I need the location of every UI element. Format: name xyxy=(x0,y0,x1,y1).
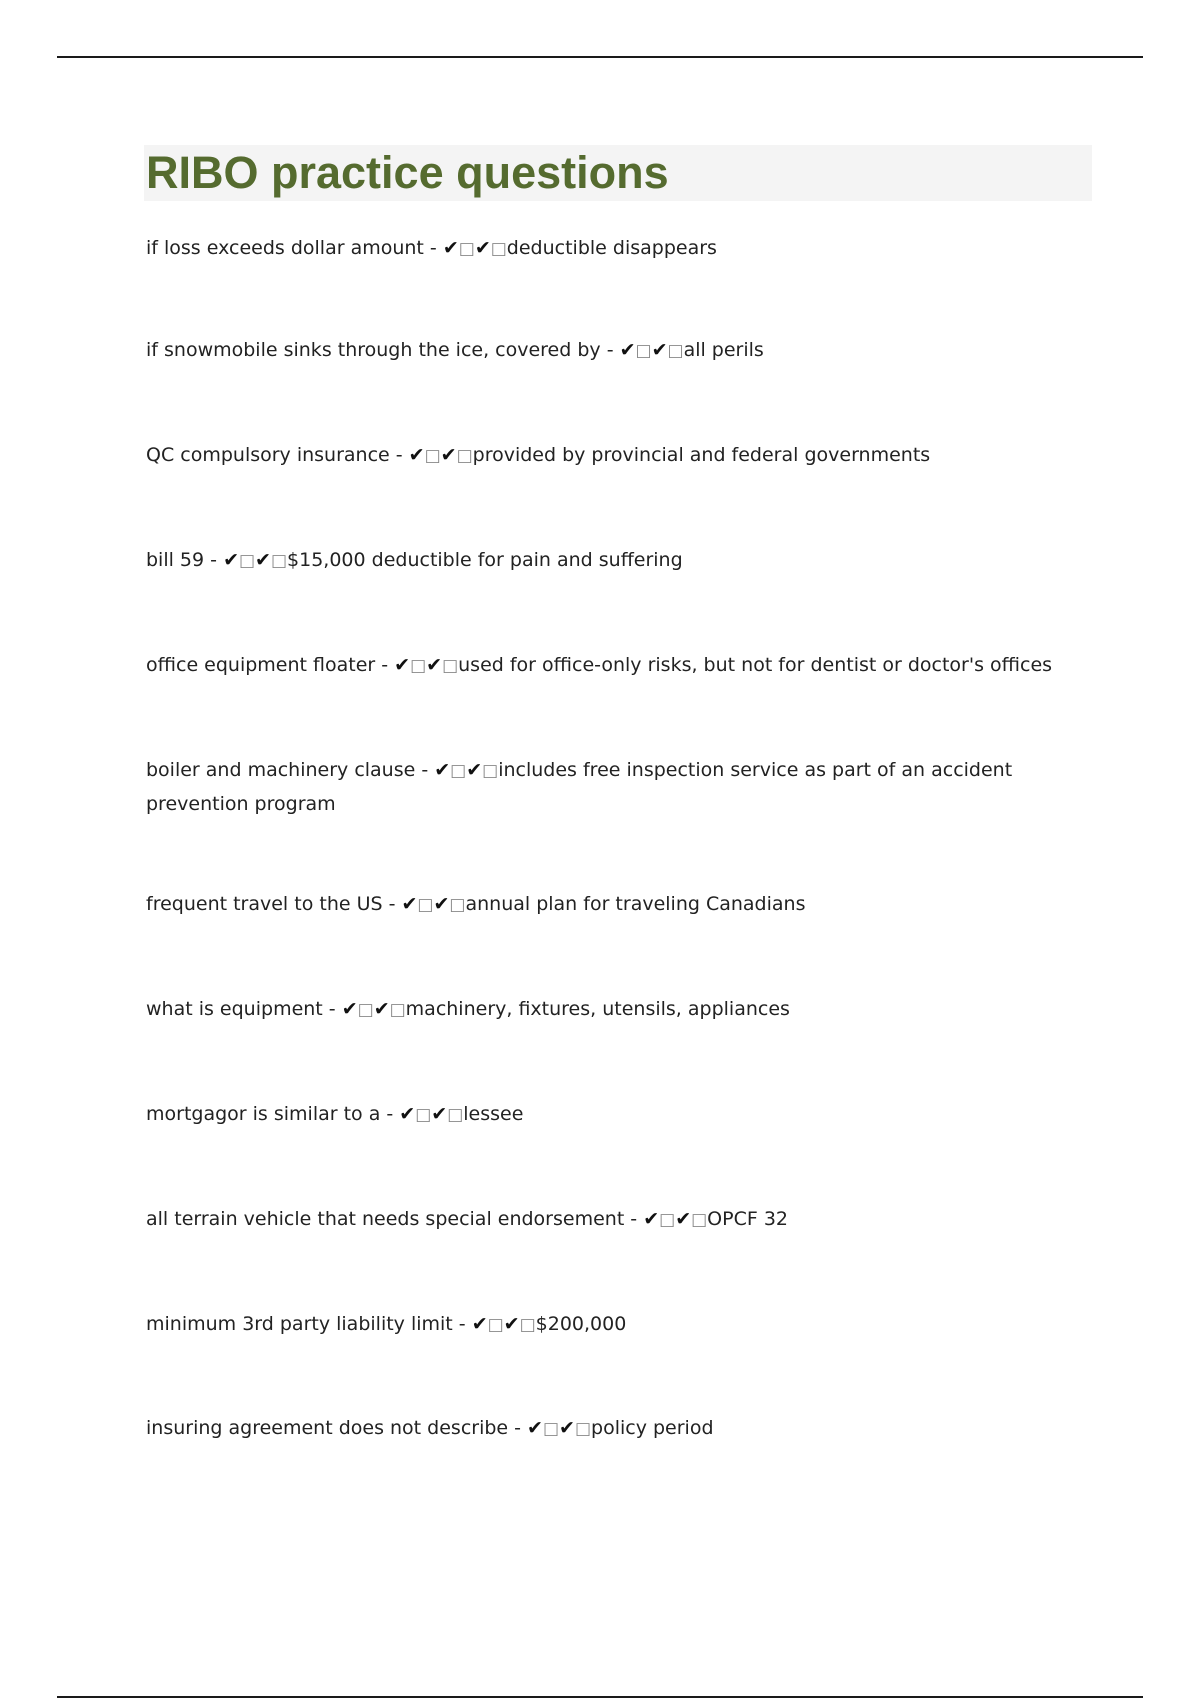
box-icon: □ xyxy=(659,1210,676,1230)
qa-item xyxy=(146,544,1106,578)
separator: - xyxy=(624,1208,644,1230)
separator: - xyxy=(322,998,342,1020)
check-icon: ✔ xyxy=(559,1417,575,1439)
qa-item xyxy=(146,1412,1106,1446)
separator: - xyxy=(452,1313,472,1335)
box-icon: □ xyxy=(417,895,434,915)
answer-text: machinery, fixtures, utensils, appliances xyxy=(405,998,790,1020)
answer-text: policy period xyxy=(591,1417,714,1439)
question-text: what is equipment xyxy=(146,998,323,1020)
check-icon: ✔ xyxy=(426,654,443,676)
separator: - xyxy=(389,444,409,466)
box-icon: □ xyxy=(450,761,467,781)
separator: - xyxy=(423,237,443,259)
check-icon: ✔ xyxy=(373,998,390,1020)
page-title: RIBO practice questions xyxy=(146,147,669,198)
check-icon: ✔ xyxy=(651,339,668,361)
check-icon: ✔ xyxy=(471,1313,488,1335)
check-icon: ✔ xyxy=(619,339,636,361)
qa-item xyxy=(146,754,1106,821)
check-icon: ✔ xyxy=(394,654,411,676)
question-text: all terrain vehicle that needs special endorsement xyxy=(146,1208,625,1230)
question-text: frequent travel to the US xyxy=(146,893,383,915)
answer-text: OPCF 32 xyxy=(707,1208,788,1230)
answer-text: all perils xyxy=(683,339,764,361)
separator: - xyxy=(204,549,224,571)
box-icon: □ xyxy=(487,1315,504,1335)
check-icon: ✔ xyxy=(223,549,239,571)
question-text: if loss exceeds dollar amount xyxy=(146,237,424,259)
answer-text: lessee xyxy=(463,1103,524,1125)
check-icon: ✔ xyxy=(466,759,483,781)
separator: - xyxy=(375,654,395,676)
check-icon: ✔ xyxy=(527,1417,543,1439)
box-icon: □ xyxy=(635,341,652,361)
separator: - xyxy=(508,1417,528,1439)
question-text: QC compulsory insurance xyxy=(146,444,390,466)
check-icon: ✔ xyxy=(401,893,418,915)
qa-item xyxy=(146,334,1106,368)
qa-item xyxy=(146,1203,1106,1237)
qa-item xyxy=(146,232,1106,266)
qa-item xyxy=(146,993,1106,1027)
box-icon: □ xyxy=(238,551,256,571)
box-icon: □ xyxy=(691,1210,708,1230)
check-icon: ✔ xyxy=(503,1313,520,1335)
box-icon: □ xyxy=(389,1000,406,1020)
qa-item xyxy=(146,649,1106,683)
check-icon: ✔ xyxy=(431,1103,448,1125)
box-icon: □ xyxy=(449,895,466,915)
check-icon: ✔ xyxy=(399,1103,416,1125)
qa-item xyxy=(146,439,1106,473)
question-text: boiler and machinery clause xyxy=(146,759,416,781)
check-icon: ✔ xyxy=(675,1208,692,1230)
box-icon: □ xyxy=(667,341,684,361)
qa-item xyxy=(146,888,1106,922)
box-icon: □ xyxy=(456,446,473,466)
question-text: mortgagor is similar to a xyxy=(146,1103,381,1125)
box-icon: □ xyxy=(574,1419,592,1439)
answer-text: deductible disappears xyxy=(506,237,717,259)
check-icon: ✔ xyxy=(341,998,358,1020)
check-icon: ✔ xyxy=(440,444,457,466)
answer-text: provided by provincial and federal governments xyxy=(472,444,931,466)
box-icon: □ xyxy=(542,1419,560,1439)
check-icon: ✔ xyxy=(255,549,271,571)
check-icon: ✔ xyxy=(442,237,459,259)
answer-text: $200,000 xyxy=(535,1313,627,1335)
box-icon: □ xyxy=(482,761,499,781)
check-icon: ✔ xyxy=(433,893,450,915)
separator: - xyxy=(380,1103,400,1125)
box-icon: □ xyxy=(410,656,427,676)
question-text: office equipment floater xyxy=(146,654,376,676)
box-icon: □ xyxy=(415,1105,432,1125)
separator: - xyxy=(382,893,402,915)
box-icon: □ xyxy=(357,1000,374,1020)
answer-text: $15,000 deductible for pain and suffering xyxy=(287,549,683,571)
box-icon: □ xyxy=(442,656,459,676)
answer-text: annual plan for traveling Canadians xyxy=(465,893,806,915)
check-icon: ✔ xyxy=(474,237,491,259)
question-text: if snowmobile sinks through the ice, covered by xyxy=(146,339,601,361)
footer-rule xyxy=(57,1696,1143,1698)
separator: - xyxy=(600,339,620,361)
answer-text: includes free inspection service as part of an accident prevention program xyxy=(146,759,1013,815)
check-icon: ✔ xyxy=(643,1208,660,1230)
box-icon: □ xyxy=(270,551,288,571)
box-icon: □ xyxy=(519,1315,536,1335)
check-icon: ✔ xyxy=(408,444,425,466)
question-text: minimum 3rd party liability limit xyxy=(146,1313,453,1335)
box-icon: □ xyxy=(447,1105,464,1125)
answer-text: used for office-only risks, but not for dentist or doctor's offices xyxy=(458,654,1053,676)
box-icon: □ xyxy=(458,239,475,259)
question-text: insuring agreement does not describe xyxy=(146,1417,509,1439)
check-icon: ✔ xyxy=(434,759,451,781)
header-rule xyxy=(57,56,1143,58)
box-icon: □ xyxy=(490,239,507,259)
qa-item xyxy=(146,1308,1106,1342)
question-text: bill 59 xyxy=(146,549,205,571)
qa-item xyxy=(146,1098,1106,1132)
box-icon: □ xyxy=(424,446,441,466)
separator: - xyxy=(415,759,435,781)
